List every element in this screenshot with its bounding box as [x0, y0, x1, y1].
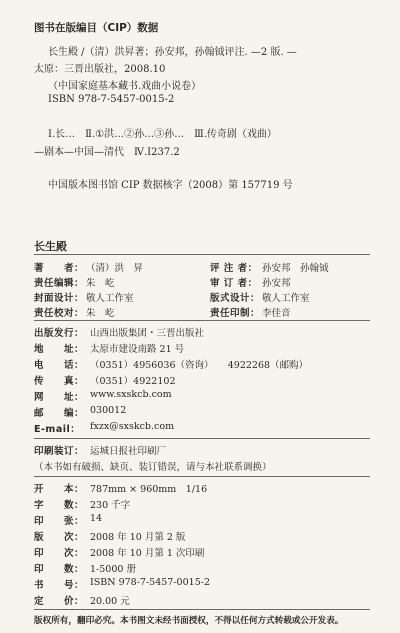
credit-label: 审 订 者： [210, 278, 258, 289]
credit-label: 封面设计： [34, 293, 85, 304]
postcode-value: 030012 [90, 405, 127, 416]
divider [34, 438, 370, 439]
credit-label: 版式设计： [210, 293, 261, 304]
divider [34, 320, 370, 321]
credit-value: 敬人工作室 [262, 293, 310, 304]
spec-value: 20.00 元 [90, 596, 130, 607]
divider [34, 254, 370, 255]
divider [34, 476, 370, 477]
cip-subject-2: —剧本—中国—清代 Ⅳ.I237.2 [34, 147, 180, 158]
spec-label: 书 号： [34, 580, 85, 591]
cip-subject-1: Ⅰ.长… Ⅱ.①洪…②孙…③孙… Ⅲ.传奇剧（戏曲） [48, 129, 277, 140]
spec-value: 230 千字 [90, 500, 131, 511]
publisher-value: 山西出版集团・三晋出版社 [90, 328, 205, 339]
printing-note: （本书如有破损、缺页、装订错误，请与本社联系调换） [34, 462, 272, 473]
credit-label: 著 者： [34, 263, 85, 274]
spec-label: 定 价： [34, 596, 85, 607]
publisher-label: 出版发行： [34, 328, 85, 339]
cip-heading: 图书在版编目（CIP）数据 [34, 22, 159, 34]
credit-value: 朱 屹 [86, 278, 115, 289]
spec-label: 开 本： [34, 484, 85, 495]
spec-value: 1-5000 册 [90, 564, 136, 575]
spec-value: 2008 年 10 月第 1 次印刷 [90, 548, 205, 559]
phone-value: （0351）4956036（咨询） 4922268（邮购） [90, 360, 309, 371]
spec-label: 印 数： [34, 564, 85, 575]
website-value: www.sxskcb.com [90, 389, 172, 400]
fax-label: 传 真： [34, 376, 85, 387]
spec-label: 版 次： [34, 532, 85, 543]
spec-value: ISBN 978-7-5457-0015-2 [90, 577, 210, 588]
divider [34, 609, 370, 610]
credit-label: 责任校对： [34, 308, 85, 319]
printing-value: 运城日报社印刷厂 [90, 446, 167, 457]
credit-value: 敬人工作室 [86, 293, 134, 304]
postcode-label: 邮 编： [34, 408, 85, 419]
spec-value: 787mm × 960mm 1/16 [90, 484, 208, 495]
cip-line-3: （中国家庭基本藏书.戏曲小说卷） [48, 81, 202, 92]
cip-line-1: 长生殿 /（清）洪昇著；孙安邦，孙翰钺评注. —2 版. — [48, 47, 297, 58]
cip-line-2: 太原：三晋出版社，2008.10 [34, 64, 166, 75]
spec-value: 2008 年 10 月第 2 版 [90, 532, 186, 543]
printing-label: 印刷装订： [34, 446, 85, 457]
cip-record: 中国版本图书馆 CIP 数据核字（2008）第 157719 号 [48, 180, 293, 191]
credit-label: 评 注 者： [210, 263, 258, 274]
email-label: E-mail： [34, 424, 81, 435]
credit-value: 孙安邦 孙翰钺 [262, 263, 329, 274]
copyright-notice: 版权所有，翻印必究。本书图文未经书面授权，不得以任何方式转载或公开发表。 [34, 616, 344, 626]
website-label: 网 址： [34, 392, 85, 403]
credit-value: （清）洪 昇 [86, 263, 144, 274]
credit-label: 责任编辑： [34, 278, 85, 289]
credit-value: 朱 屹 [86, 308, 115, 319]
spec-value: 14 [90, 513, 103, 524]
address-label: 地 址： [34, 344, 85, 355]
book-title: 长生殿 [34, 240, 67, 253]
credit-value: 孙安邦 [262, 278, 291, 289]
credit-value: 李佳音 [262, 308, 291, 319]
phone-label: 电 话： [34, 360, 85, 371]
spec-label: 印 张： [34, 516, 85, 527]
cip-isbn: ISBN 978-7-5457-0015-2 [48, 94, 175, 105]
address-value: 太原市建设南路 21 号 [90, 344, 185, 355]
email-value: fxzx@sxskcb.com [90, 421, 175, 432]
spec-label: 字 数： [34, 500, 85, 511]
spec-label: 印 次： [34, 548, 85, 559]
fax-value: （0351）4922102 [90, 376, 176, 387]
credit-label: 责任印制： [210, 308, 261, 319]
